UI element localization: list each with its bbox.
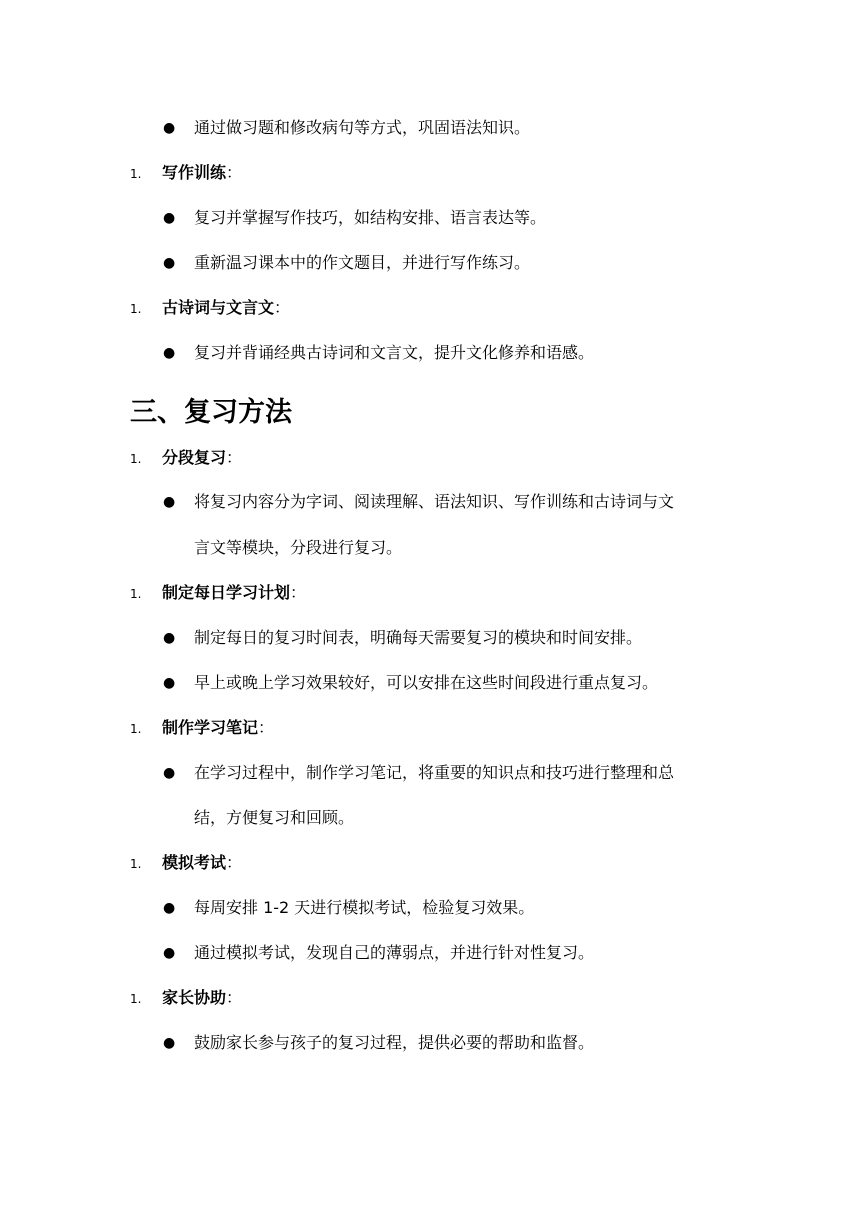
section-heading: 三、复习方法 bbox=[130, 397, 292, 428]
list-item-text: 结，方便复习和回顾。 bbox=[194, 808, 355, 827]
bullet-icon: ● bbox=[163, 675, 176, 691]
list-item-text: 每周安排 1-2 天进行模拟考试，检验复习效果。 bbox=[194, 898, 535, 917]
list-item-text: 鼓励家长参与孩子的复习过程，提供必要的帮助和监督。 bbox=[194, 1033, 595, 1052]
colon: ： bbox=[226, 853, 243, 872]
colon: ： bbox=[226, 448, 243, 467]
bullet-icon: ● bbox=[163, 255, 176, 271]
list-number: 1. bbox=[130, 302, 142, 316]
item-title: 制作学习笔记 bbox=[162, 718, 259, 737]
colon: ： bbox=[274, 298, 291, 317]
bullet-icon: ● bbox=[163, 900, 176, 916]
list-number: 1. bbox=[130, 452, 142, 466]
bullet-icon: ● bbox=[163, 630, 176, 646]
item-title: 写作训练 bbox=[162, 163, 227, 182]
item-title: 制定每日学习计划 bbox=[162, 583, 291, 602]
list-item-text: 言文等模块，分段进行复习。 bbox=[194, 538, 403, 557]
list-item-text: 将复习内容分为字词、阅读理解、语法知识、写作训练和古诗词与文 bbox=[194, 492, 675, 511]
item-title: 分段复习 bbox=[162, 448, 227, 467]
item-title: 模拟考试 bbox=[162, 853, 227, 872]
list-item-text: 重新温习课本中的作文题目，并进行写作练习。 bbox=[194, 253, 531, 272]
list-number: 1. bbox=[130, 857, 142, 871]
bullet-icon: ● bbox=[163, 120, 176, 136]
list-item-text: 通过做习题和修改病句等方式，巩固语法知识。 bbox=[194, 118, 531, 137]
bullet-icon: ● bbox=[163, 1035, 176, 1051]
bullet-icon: ● bbox=[163, 345, 176, 361]
colon: ： bbox=[290, 583, 307, 602]
colon: ： bbox=[226, 988, 243, 1007]
list-item-text: 复习并背诵经典古诗词和文言文，提升文化修养和语感。 bbox=[194, 343, 595, 362]
item-title: 古诗词与文言文 bbox=[162, 298, 275, 317]
list-item-text: 复习并掌握写作技巧，如结构安排、语言表达等。 bbox=[194, 208, 547, 227]
list-item-text: 制定每日的复习时间表，明确每天需要复习的模块和时间安排。 bbox=[194, 628, 643, 647]
list-item-text: 在学习过程中，制作学习笔记，将重要的知识点和技巧进行整理和总 bbox=[194, 763, 675, 782]
list-item-text: 通过模拟考试，发现自己的薄弱点，并进行针对性复习。 bbox=[194, 943, 595, 962]
bullet-icon: ● bbox=[163, 765, 176, 781]
list-number: 1. bbox=[130, 587, 142, 601]
colon: ： bbox=[226, 163, 243, 182]
colon: ： bbox=[258, 718, 275, 737]
list-number: 1. bbox=[130, 167, 142, 181]
item-title: 家长协助 bbox=[162, 988, 227, 1007]
bullet-icon: ● bbox=[163, 494, 176, 510]
list-item-text: 早上或晚上学习效果较好，可以安排在这些时间段进行重点复习。 bbox=[194, 673, 659, 692]
bullet-icon: ● bbox=[163, 210, 176, 226]
bullet-icon: ● bbox=[163, 945, 176, 961]
list-number: 1. bbox=[130, 992, 142, 1006]
list-number: 1. bbox=[130, 722, 142, 736]
